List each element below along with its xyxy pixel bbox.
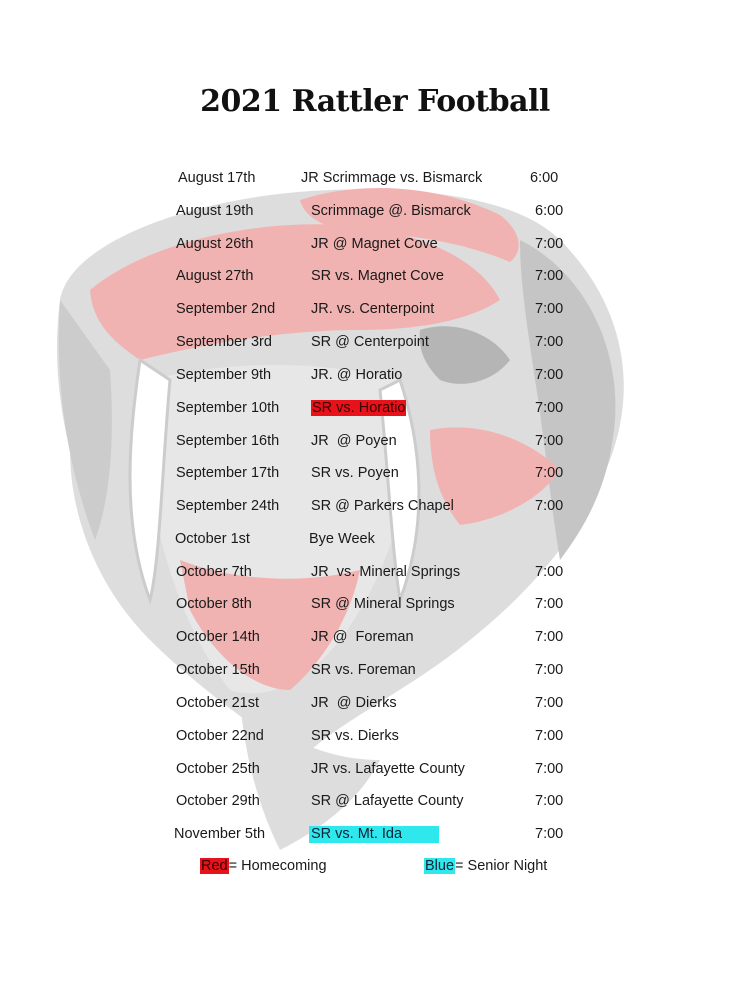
game-time: 7:00: [535, 826, 564, 842]
game-date: August 26th: [176, 236, 254, 252]
schedule-row: [0, 166, 750, 190]
game-matchup: Scrimmage @. Bismarck: [311, 203, 471, 219]
game-date: September 17th: [176, 465, 280, 481]
game-matchup: JR. vs. Centerpoint: [311, 301, 435, 317]
game-time: 7:00: [535, 498, 564, 514]
schedule-row: [0, 724, 750, 748]
game-date: October 8th: [176, 596, 252, 612]
game-time: 7:00: [535, 564, 564, 580]
schedule-row: [0, 461, 750, 485]
schedule-row: [0, 297, 750, 321]
schedule-row-bye: [0, 527, 750, 551]
schedule-row: [0, 199, 750, 223]
senior-night-highlight: SR vs. Mt. Ida: [309, 826, 439, 843]
schedule-row-homecoming: [0, 396, 750, 420]
schedule-row: [0, 658, 750, 682]
game-date: September 2nd: [176, 301, 276, 317]
game-matchup: SR @ Centerpoint: [311, 334, 429, 350]
game-date: August 19th: [176, 203, 254, 219]
game-date: October 1st: [175, 531, 250, 547]
game-time: 6:00: [535, 203, 564, 219]
game-date: September 24th: [176, 498, 280, 514]
game-date: November 5th: [174, 826, 266, 842]
schedule-row: [0, 232, 750, 256]
game-time: 7:00: [535, 334, 564, 350]
game-matchup: SR vs. Magnet Cove: [311, 268, 444, 284]
blue-swatch: Blue: [425, 858, 455, 874]
schedule-row: [0, 789, 750, 813]
game-matchup: SR vs. Foreman: [311, 662, 416, 678]
schedule-row: [0, 592, 750, 616]
legend-homecoming: [200, 855, 327, 877]
legend-senior-night-label: = Senior Night: [455, 858, 548, 874]
game-date: August 17th: [178, 170, 256, 186]
game-matchup: JR. @ Horatio: [311, 367, 403, 383]
game-time: 7:00: [535, 728, 564, 744]
schedule-row: [0, 625, 750, 649]
game-time: 6:00: [530, 170, 559, 186]
game-time: 7:00: [535, 236, 564, 252]
game-date: October 21st: [176, 695, 260, 711]
game-time: 7:00: [535, 793, 564, 809]
game-time: 7:00: [535, 662, 564, 678]
game-date: September 9th: [176, 367, 272, 383]
game-matchup: SR @ Parkers Chapel: [311, 498, 454, 514]
game-time: 7:00: [535, 433, 564, 449]
game-matchup: SR vs. Dierks: [311, 728, 399, 744]
game-time: 7:00: [535, 465, 564, 481]
game-matchup: JR @ Magnet Cove: [311, 236, 438, 252]
game-matchup: JR @ Dierks: [311, 695, 397, 711]
game-matchup: JR Scrimmage vs. Bismarck: [301, 170, 483, 186]
game-date: October 15th: [176, 662, 260, 678]
schedule-row: [0, 363, 750, 387]
legend-homecoming-label: = Homecoming: [228, 858, 327, 874]
game-date: October 22nd: [176, 728, 264, 744]
game-time: 7:00: [535, 268, 564, 284]
red-swatch: Red: [201, 858, 228, 874]
game-matchup: JR @ Foreman: [311, 629, 414, 645]
schedule-row: [0, 429, 750, 453]
game-time: 7:00: [535, 596, 564, 612]
page-title: 2021 Rattler Football: [200, 84, 550, 119]
homecoming-highlight: SR vs. Horatio: [312, 400, 406, 416]
game-time: 7:00: [535, 400, 564, 416]
schedule-row: [0, 494, 750, 518]
game-time: 7:00: [535, 695, 564, 711]
game-time: 7:00: [535, 367, 564, 383]
game-time: 7:00: [535, 301, 564, 317]
game-date: October 25th: [176, 761, 260, 777]
game-matchup: JR vs. Mineral Springs: [311, 564, 461, 580]
game-matchup: JR @ Poyen: [311, 433, 397, 449]
game-time: 7:00: [535, 761, 564, 777]
game-date: October 7th: [176, 564, 252, 580]
schedule-row: [0, 330, 750, 354]
schedule-row: [0, 757, 750, 781]
game-matchup: Bye Week: [309, 531, 375, 547]
game-matchup: SR @ Mineral Springs: [311, 596, 455, 612]
game-date: September 16th: [176, 433, 280, 449]
schedule-row: [0, 560, 750, 584]
game-matchup: SR @ Lafayette County: [311, 793, 464, 809]
game-date: September 3rd: [176, 334, 272, 350]
game-date: August 27th: [176, 268, 254, 284]
game-date: October 14th: [176, 629, 260, 645]
schedule-row: [0, 264, 750, 288]
game-date: September 10th: [176, 400, 280, 416]
game-time: 7:00: [535, 629, 564, 645]
game-matchup: SR vs. Poyen: [311, 465, 399, 481]
schedule-row: [0, 691, 750, 715]
schedule-row-senior-night: [0, 822, 750, 846]
game-date: October 29th: [176, 793, 260, 809]
legend-senior-night: [424, 855, 547, 877]
game-matchup: JR vs. Lafayette County: [311, 761, 465, 777]
